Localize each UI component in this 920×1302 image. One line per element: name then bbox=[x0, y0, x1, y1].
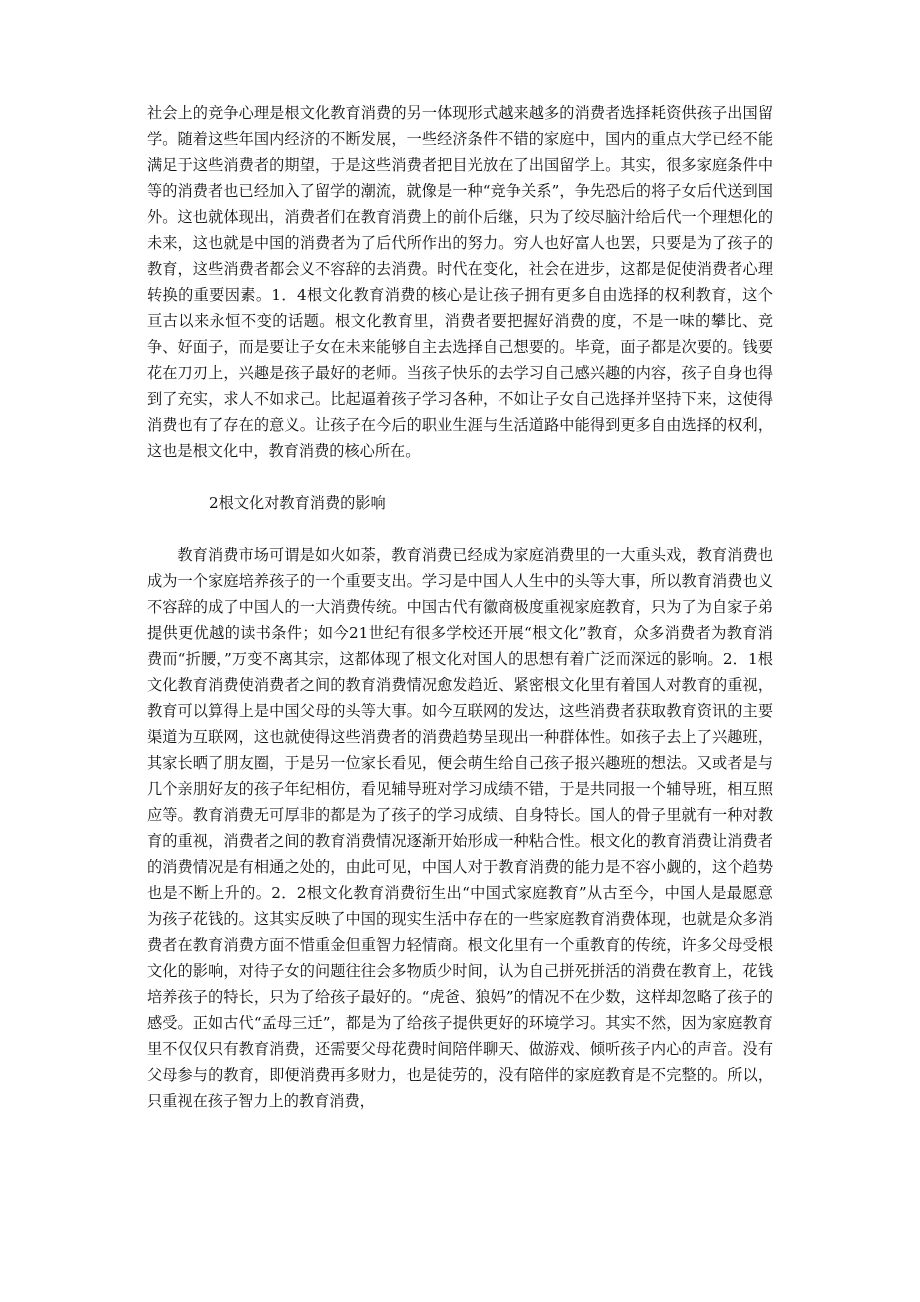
body-paragraph-2: 教育消费市场可谓是如火如荼，教育消费已经成为家庭消费里的一大重头戏，教育消费也成为一个家庭培养孩子的一个重要支出。学习是中国人人生中的头等大事，所以教育消费也义不容辞的成了中国人的一大消费传统。中国古代有徽商极度重视家庭教育，只为了为自家子弟提供更优越的读书条件；如今21世纪有很多学校还开展“根文化”教育，众多消费者为教育消费而“折腰，”万变不离其宗，这都体现了根文化对国人的思想有着广泛而深远的影响。2．1根文化教育消费使消费者之间的教育消费情况愈发趋近、紧密根文化里有着国人对教育的重视，教育可以算得上是中国父母的头等大事。如今互联网的发达，这些消费者获取教育资讯的主要渠道为互联网，这也就使得这些消费者的消费趋势呈现出一种群体性。如孩子去上了兴趣班，其家长晒了朋友圈，于是另一位家长看见，便会萌生给自己孩子报兴趣班的想法。又或者是与几个亲朋好友的孩子年纪相仿，看见辅导班对学习成绩不错，于是共同报一个辅导班，相互照应等。教育消费无可厚非的都是为了孩子的学习成绩、自身特长。国人的骨子里就有一种对教育的重视，消费者之间的教育消费情况逐渐开始形成一种粘合性。根文化的教育消费让消费者的消费情况是有相通之处的，由此可见，中国人对于教育消费的能力是不容小觑的，这个趋势也是不断上升的。2．2根文化教育消费衍生出“中国式家庭教育”从古至今，中国人是最愿意为孩子花钱的。这其实反映了中国的现实生活中存在的一些家庭教育消费体现，也就是众多消费者在教育消费方面不惜重金但重智力轻情商。根文化里有一个重教育的传统，许多父母受根文化的影响，对待子女的问题往往会多物质少时间，认为自己拼死拼活的消费在教育上，花钱培养孩子的特长，只为了给孩子最好的。“虎爸、狼妈”的情况不在少数，这样却忽略了孩子的感受。正如古代“孟母三迁”，都是为了给孩子提供更好的环境学习。其实不然，因为家庭教育里不仅仅只有教育消费，还需要父母花费时间陪伴聊天、做游戏、倾听孩子内心的声音。没有父母参与的教育，即便消费再多财力，也是徒劳的，没有陪伴的家庭教育是不完整的。所以，只重视在孩子智力上的教育消费， bbox=[147, 546, 773, 1110]
body-paragraph-1: 社会上的竞争心理是根文化教育消费的另一体现形式越来越多的消费者选择耗资供孩子出国留学。随着这些年国内经济的不断发展，一些经济条件不错的家庭中，国内的重点大学已经不能满足于这些消费者的期望，于是这些消费者把目光放在了出国留学上。其实，很多家庭条件中等的消费者也已经加入了留学的潮流，就像是一种“竞争关系”，争先恐后的将子女后代送到国外。这也就体现出，消费者们在教育消费上的前仆后继，只为了绞尽脑汁给后代一个理想化的未来，这也就是中国的消费者为了后代所作出的努力。穷人也好富人也罢，只要是为了孩子的教育，这些消费者都会义不容辞的去消费。时代在变化，社会在进步，这都是促使消费者心理转换的重要因素。1．4根文化教育消费的核心是让孩子拥有更多自由选择的权利教育，这个亘古以来永恒不变的话题。根文化教育里，消费者要把握好消费的度，不是一味的攀比、竞争、好面子，而是要让子女在未来能够自主去选择自己想要的。毕竟，面子都是次要的。钱要花在刀刃上，兴趣是孩子最好的老师。当孩子快乐的去学习自己感兴趣的内容，孩子自身也得到了充实，求人不如求己。比起逼着孩子学习各种，不如让子女自己选择并坚持下来，这使得消费也有了存在的意义。让孩子在今后的职业生涯与生活道路中能得到更多自由选择的权利，这也是根文化中，教育消费的核心所在。 bbox=[147, 104, 773, 460]
document-page bbox=[147, 100, 773, 1114]
section-heading-2: 2根文化对教育消费的影响 bbox=[209, 494, 386, 512]
